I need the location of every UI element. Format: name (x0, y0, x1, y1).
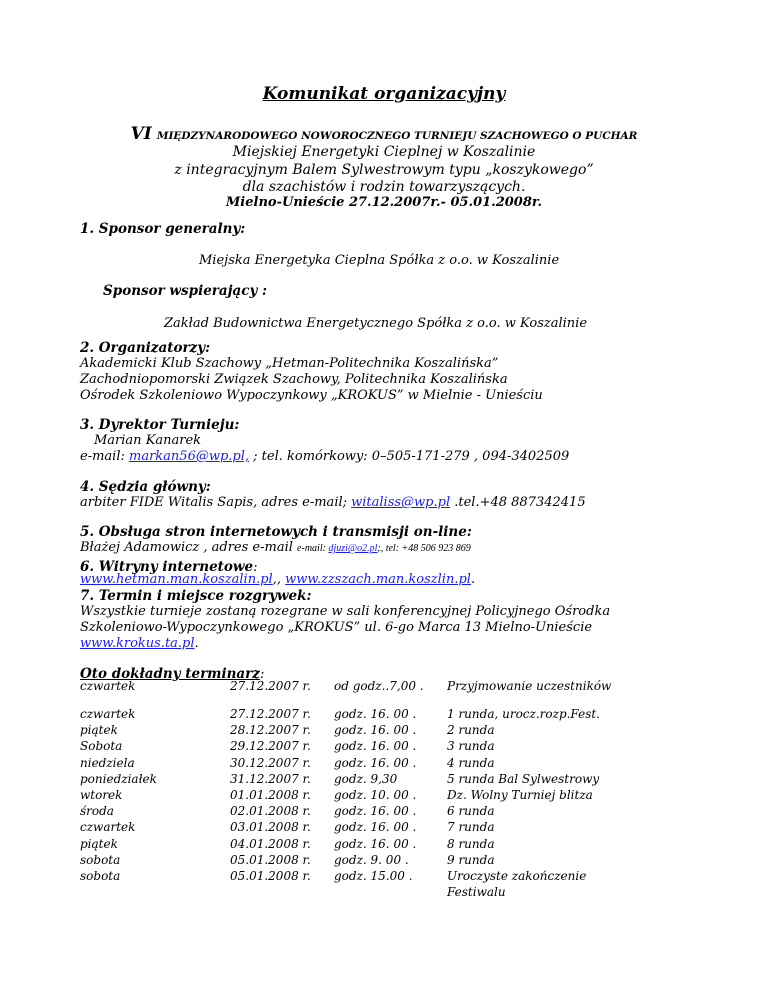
schedule-day: piątek (80, 836, 118, 851)
schedule-date: 31.12.2007 r. (230, 771, 311, 786)
tournament-caps-title: MIĘDZYNARODOWEGO NOWOROCZNEGO TURNIEJU SZACHOWEGO O PUCHAR (156, 130, 638, 142)
schedule-time: godz. 16. 00 . (334, 739, 417, 754)
venue-end: . (194, 636, 199, 651)
schedule-empty-cell (80, 885, 230, 901)
schedule-event: Przyjmowanie uczestników (447, 679, 612, 693)
tournament-name-line (0, 124, 768, 144)
subtitle-line-4: dla szachistów i rodzin towarzyszących. (242, 179, 526, 195)
schedule-day: sobota (80, 868, 121, 883)
schedule-time: godz. 16. 00 . (334, 723, 417, 738)
schedule-day: niedziela (80, 755, 135, 770)
email-label: e-mail: (80, 449, 129, 464)
director-name: Marian Kanarek (94, 433, 202, 448)
sponsor-name: Miejska Energetyka Cieplna Spółka z o.o. w Koszalinie (199, 253, 560, 268)
sites-links (80, 572, 475, 587)
schedule-time: od godz..7,00 . (334, 679, 424, 693)
sites-colon: : (253, 560, 258, 575)
director-phones: ; tel. komórkowy: 0–505-171-279 , 094-3402509 (249, 449, 570, 464)
schedule-day: czwartek (80, 820, 136, 835)
schedule-time: godz. 16. 00 . (334, 755, 417, 770)
site-link-krokus[interactable]: www.krokus.ta.pl (80, 636, 195, 651)
schedule-day: poniedziałek (80, 771, 157, 786)
schedule-day: wtorek (80, 787, 123, 802)
schedule-event: 7 runda (447, 820, 495, 835)
schedule-time: godz. 9. 00 . (334, 852, 409, 867)
schedule-event: 9 runda (447, 852, 495, 867)
table-row (80, 739, 647, 755)
dates-line: Mielno-Unieście 27.12.2007r.- 05.01.2008r. (225, 195, 543, 210)
organizers-heading: 2. Organizatorzy: (80, 340, 211, 356)
subtitle-line-3: z integracyjnym Balem Sylwestrowym typu „koszykowego” (174, 162, 594, 178)
sponsor-heading: 1. Sponsor generalny: (80, 221, 246, 237)
table-row (80, 885, 647, 901)
schedule-heading: Oto dokładny terminarz (80, 666, 260, 682)
site-link-zzszach[interactable]: www.zzszach.man.koszlin.pl (285, 572, 471, 587)
subtitle-line-2: Miejskiej Energetyki Cieplnej w Koszalinie (232, 144, 536, 160)
schedule-first-row-table (80, 679, 647, 695)
schedule-time: godz. 16. 00 . (334, 804, 417, 819)
schedule-time: godz. 10. 00 . (334, 787, 417, 802)
director-contact (80, 449, 569, 464)
sites-end: . (470, 572, 476, 587)
venue-line-2: Szkoleniowo-Wypoczynkowego „KROKUS” ul. 6-go Marca 13 Mielno-Unieście (80, 620, 593, 635)
venue-heading: 7. Termin i miejsce rozgrywek: (80, 588, 312, 604)
schedule-day: piątek (80, 723, 118, 738)
organizer-line: Akademicki Klub Szachowy „Hetman-Politechnika Koszalińska” (80, 356, 499, 371)
organizer-line: Ośrodek Szkoleniowo Wypoczynkowy „KROKUS” w Mielnie - Unieściu (80, 388, 543, 403)
schedule-date: 28.12.2007 r. (230, 723, 311, 738)
judge-text: arbiter FIDE Witalis Sapis, adres e-mail; (80, 495, 352, 510)
schedule-time: godz. 16. 00 . (334, 707, 417, 721)
schedule-event-continuation: Festiwalu (447, 885, 506, 900)
edition-number: VI (130, 124, 152, 144)
schedule-date: 03.01.2008 r. (230, 820, 311, 835)
table-row (80, 853, 647, 869)
schedule-date: 01.01.2008 r. (230, 787, 311, 802)
schedule-colon: : (259, 667, 265, 682)
site-link-hetman[interactable]: www.hetman.man.koszalin.pl (80, 572, 273, 587)
schedule-date: 30.12.2007 r. (230, 755, 311, 770)
judge-line (80, 495, 586, 510)
schedule-date: 05.01.2008 r. (230, 868, 311, 883)
table-row (80, 837, 647, 853)
schedule-empty-cell (230, 885, 320, 901)
judge-tel: .tel.+48 887342415 (450, 495, 586, 510)
table-row (80, 804, 647, 820)
schedule-event: 1 runda, urocz.rozp.Fest. (447, 707, 600, 721)
web-contact (80, 540, 471, 555)
schedule-event: Dz. Wolny Turniej blitza (447, 787, 593, 802)
web-email-link[interactable]: djuzi@o2.pl (328, 543, 378, 554)
web-small-label: e-mail: (297, 543, 329, 554)
schedule-date: 04.01.2008 r. (230, 836, 311, 851)
table-row (80, 772, 647, 788)
table-row (80, 788, 647, 804)
schedule-date: 05.01.2008 r. (230, 852, 311, 867)
schedule-day: sobota (80, 852, 121, 867)
schedule-date: 27.12.2007 r. (230, 679, 311, 693)
venue-site-line (80, 636, 199, 651)
table-row (80, 756, 647, 772)
schedule-event: Uroczyste zakończenie (447, 868, 587, 883)
director-email-link[interactable]: markan56@wp.pl, (129, 449, 250, 464)
venue-line-1: Wszystkie turnieje zostaną rozegrane w sali konferencyjnej Policyjnego Ośrodka (80, 604, 611, 619)
schedule-day: czwartek (80, 679, 136, 693)
table-row (80, 820, 647, 836)
schedule-event: 6 runda (447, 804, 495, 819)
web-heading: 5. Obsługa stron internetowych i transmisji on-line: (80, 524, 472, 540)
schedule-event: 2 runda (447, 723, 495, 738)
table-row (80, 869, 647, 885)
schedule-empty-cell (320, 885, 447, 901)
schedule-time: godz. 16. 00 . (334, 820, 417, 835)
support-sponsor-name: Zakład Budownictwa Energetycznego Spółka z o.o. w Koszalinie (164, 316, 588, 331)
schedule-event: 8 runda (447, 836, 495, 851)
table-row (80, 707, 647, 723)
schedule-day: środa (80, 804, 114, 819)
schedule-date: 27.12.2007 r. (230, 707, 311, 721)
schedule-time: godz. 15.00 . (334, 868, 413, 883)
judge-email-link[interactable]: witaliss@wp.pl (351, 495, 451, 510)
schedule-date: 02.01.2008 r. (230, 804, 311, 819)
schedule-event: 4 runda (447, 755, 495, 770)
schedule-day: czwartek (80, 707, 136, 721)
schedule-time: godz. 9,30 (334, 771, 398, 786)
schedule-time: godz. 16. 00 . (334, 836, 417, 851)
table-row (80, 679, 647, 695)
web-contact-text: Błażej Adamowicz , adres e-mail (80, 540, 298, 555)
web-small-tel: ;, tel: +48 506 923 869 (377, 543, 471, 554)
schedule-date: 29.12.2007 r. (230, 739, 311, 754)
sites-heading: 6. Witryny internetowe (80, 559, 254, 575)
judge-heading: 4. Sędzia główny: (80, 479, 211, 495)
table-row (80, 723, 647, 739)
sites-sep: ,, (272, 572, 286, 587)
schedule-event: 5 runda Bal Sylwestrowy (447, 771, 600, 786)
schedule-event: 3 runda (447, 739, 495, 754)
schedule-day: Sobota (80, 739, 123, 754)
organizer-line: Zachodniopomorski Związek Szachowy, Politechnika Koszalińska (80, 372, 508, 387)
page-title: Komunikat organizacyjny (262, 84, 506, 104)
director-heading: 3. Dyrektor Turnieju: (80, 417, 240, 433)
support-sponsor-heading: Sponsor wspierający : (103, 283, 268, 299)
schedule-table (80, 707, 647, 901)
